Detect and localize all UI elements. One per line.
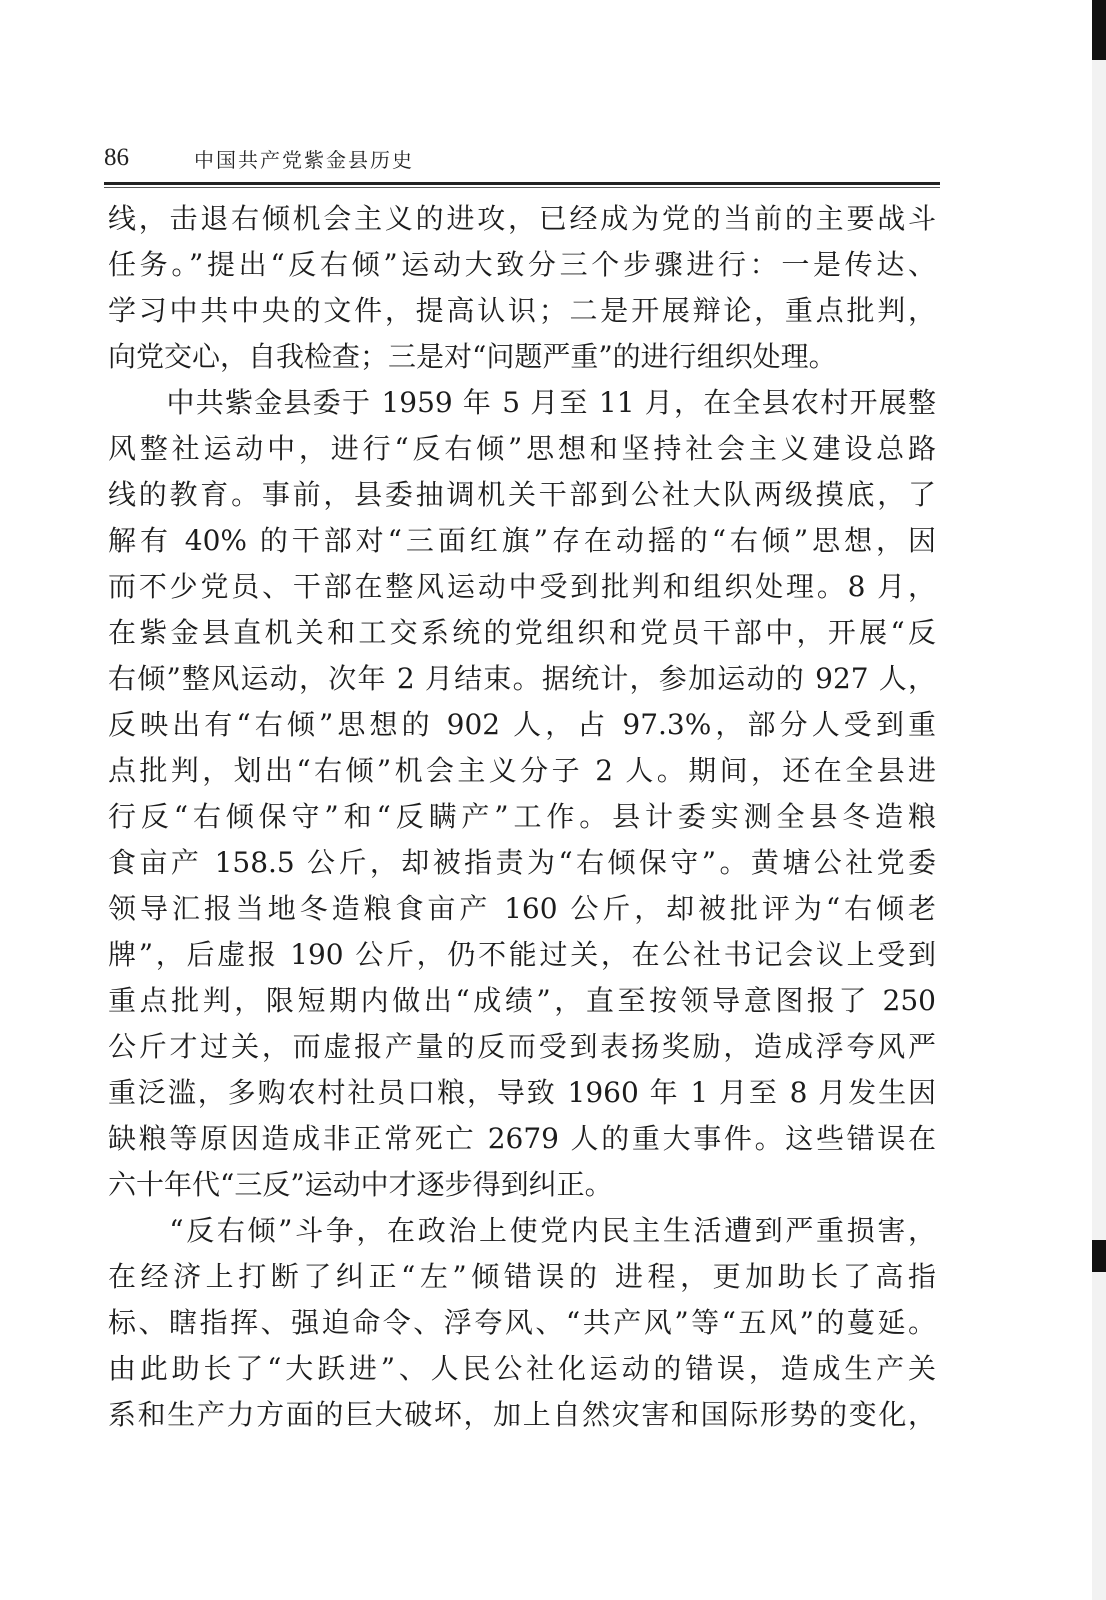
- header-rule: [104, 182, 940, 185]
- text-line: 风整社运动中，进行“反右倾”思想和坚持社会主义建设总路: [108, 432, 936, 465]
- text-line: 公斤才过关，而虚报产量的反而受到表扬奖励，造成浮夸风严: [108, 1030, 936, 1063]
- text-line: 反映出有“右倾”思想的 902 人，占 97.3%，部分人受到重: [108, 708, 936, 741]
- text-line: 点批判，划出“右倾”机会主义分子 2 人。期间，还在全县进: [108, 754, 936, 787]
- text-line: 在经济上打断了纠正“左”倾错误的 进程，更加助长了高指: [108, 1260, 936, 1293]
- text-line: 任务。”提出“反右倾”运动大致分三个步骤进行：一是传达、: [108, 248, 936, 281]
- running-title: 中国共产党紫金县历史: [194, 148, 414, 172]
- text-line: 行反“右倾保守”和“反瞒产”工作。县计委实测全县冬造粮: [108, 800, 936, 833]
- text-line: 线的教育。事前，县委抽调机关干部到公社大队两级摸底，了: [108, 478, 936, 511]
- text-line: 中共紫金县委于 1959 年 5 月至 11 月，在全县农村开展整: [108, 386, 936, 419]
- page-number: 86: [104, 144, 129, 171]
- page-header: [104, 140, 942, 184]
- header-rule-thin: [104, 187, 940, 188]
- text-line: 六十年代“三反”运动中才逐步得到纠正。: [108, 1168, 613, 1201]
- text-line: 解有 40% 的干部对“三面红旗”存在动摇的“右倾”思想，因: [108, 524, 936, 557]
- text-line: 牌”，后虚报 190 公斤，仍不能过关，在公社书记会议上受到: [108, 938, 936, 971]
- text-line: 缺粮等原因造成非正常死亡 2679 人的重大事件。这些错误在: [108, 1122, 936, 1155]
- text-line: 线，击退右倾机会主义的进攻，已经成为党的当前的主要战斗: [108, 202, 936, 235]
- text-line: 在紫金县直机关和工交系统的党组织和党员干部中，开展“反: [108, 616, 936, 649]
- text-line: 由此助长了“大跃进”、人民公社化运动的错误，造成生产关: [108, 1352, 936, 1385]
- text-line: 食亩产 158.5 公斤，却被指责为“右倾保守”。黄塘公社党委: [108, 846, 936, 879]
- text-line: 学习中共中央的文件，提高认识；二是开展辩论，重点批判，: [108, 294, 936, 327]
- text-line: 重点批判，限短期内做出“成绩”，直至按领导意图报了 250: [108, 984, 936, 1017]
- scan-edge: [1092, 0, 1106, 1600]
- text-line: 向党交心，自我检查；三是对“问题严重”的进行组织处理。: [108, 340, 837, 373]
- text-line: 右倾”整风运动，次年 2 月结束。据统计，参加运动的 927 人，: [108, 662, 936, 695]
- text-line: 系和生产力方面的巨大破坏，加上自然灾害和国际形势的变化，: [108, 1398, 936, 1431]
- text-line: 重泛滥，多购农村社员口粮，导致 1960 年 1 月至 8 月发生因: [108, 1076, 936, 1109]
- text-line: 领导汇报当地冬造粮食亩产 160 公斤，却被批评为“右倾老: [108, 892, 936, 925]
- text-line: 而不少党员、干部在整风运动中受到批判和组织处理。8 月，: [108, 570, 936, 603]
- scan-margin-mark: [1092, 0, 1106, 60]
- text-line: “反右倾”斗争，在政治上使党内民主生活遭到严重损害，: [108, 1214, 936, 1247]
- scan-margin-mark: [1092, 1240, 1106, 1272]
- text-line: 标、瞎指挥、强迫命令、浮夸风、“共产风”等“五风”的蔓延。: [108, 1306, 936, 1339]
